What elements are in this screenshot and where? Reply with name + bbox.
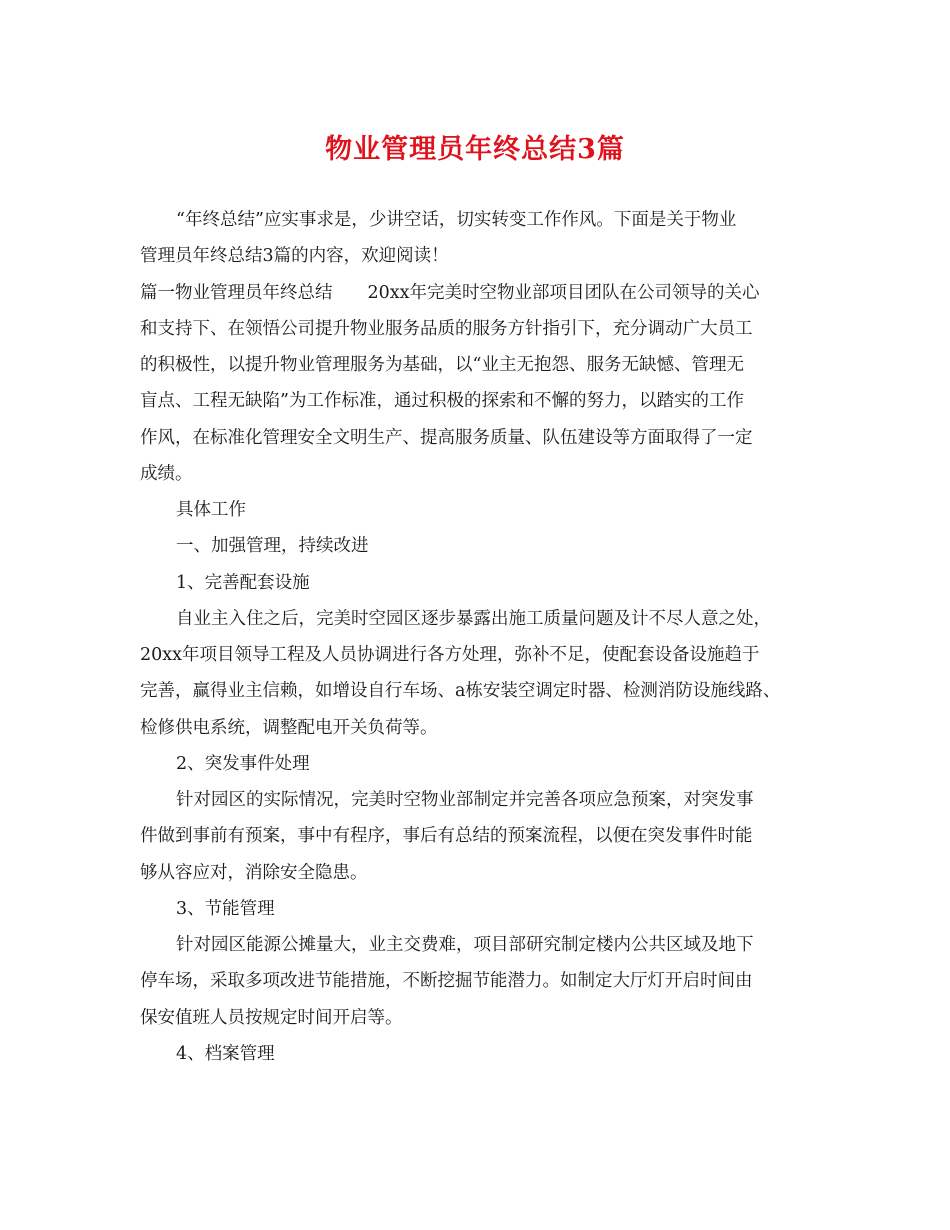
paragraph-line: 20xx年项目领导工程及人员协调进行各方处理，弥补不足，使配套设备设施趋于	[140, 645, 760, 665]
paragraph-line: 够从容应对，消除安全隐患。	[140, 863, 368, 883]
paragraph-line: 作风，在标准化管理安全文明生产、提高服务质量、队伍建设等方面取得了一定	[140, 428, 753, 448]
paragraph-line: 成绩。	[140, 464, 193, 484]
section-heading: 一、加强管理，持续改进	[176, 536, 369, 556]
paragraph-line: 自业主入住之后，完美时空园区逐步暴露出施工质量问题及计不尽人意之处，	[176, 609, 771, 629]
paragraph-line: 检修供电系统，调整配电开关负荷等。	[140, 718, 438, 738]
subsection-heading: 1、完善配套设施	[176, 573, 310, 593]
paragraph-line: 篇一物业管理员年终总结 20xx年完美时空物业部项目团队在公司领导的关心	[140, 283, 760, 303]
paragraph-line: 针对园区的实际情况，完美时空物业部制定并完善各项应急预案，对突发事	[176, 790, 754, 810]
subsection-heading: 3、节能管理	[176, 899, 275, 919]
paragraph-line: 和支持下、在领悟公司提升物业服务品质的服务方针指引下，充分调动广大员工	[140, 319, 753, 339]
document-title: 物业管理员年终总结3篇	[325, 134, 625, 165]
paragraph-line: 的积极性，以提升物业管理服务为基础，以“业主无抱怨、服务无缺憾、管理无	[140, 355, 744, 375]
paragraph-line: 针对园区能源公摊量大，业主交费难，项目部研究制定楼内公共区域及地下	[176, 935, 754, 955]
paragraph-line: 盲点、工程无缺陷”为工作标准，通过积极的探索和不懈的努力，以踏实的工作	[140, 391, 744, 411]
subsection-heading: 4、档案管理	[176, 1044, 275, 1064]
section-heading: 具体工作	[176, 500, 246, 520]
subsection-heading: 2、突发事件处理	[176, 754, 310, 774]
paragraph-line: 件做到事前有预案，事中有程序，事后有总结的预案流程，以便在突发事件时能	[140, 826, 753, 846]
paragraph-line: “年终总结”应实事求是，少讲空话，切实转变工作作风。下面是关于物业	[176, 210, 737, 230]
paragraph-line: 管理员年终总结3篇的内容，欢迎阅读！	[140, 246, 449, 266]
paragraph-line: 停车场，采取多项改进节能措施，不断挖掘节能潜力。如制定大厅灯开启时间由	[140, 971, 753, 991]
paragraph-line: 保安值班人员按规定时间开启等。	[140, 1008, 403, 1028]
paragraph-line: 完善，赢得业主信赖，如增设自行车场、a栋安装空调定时器、检测消防设施线路、	[140, 681, 781, 701]
